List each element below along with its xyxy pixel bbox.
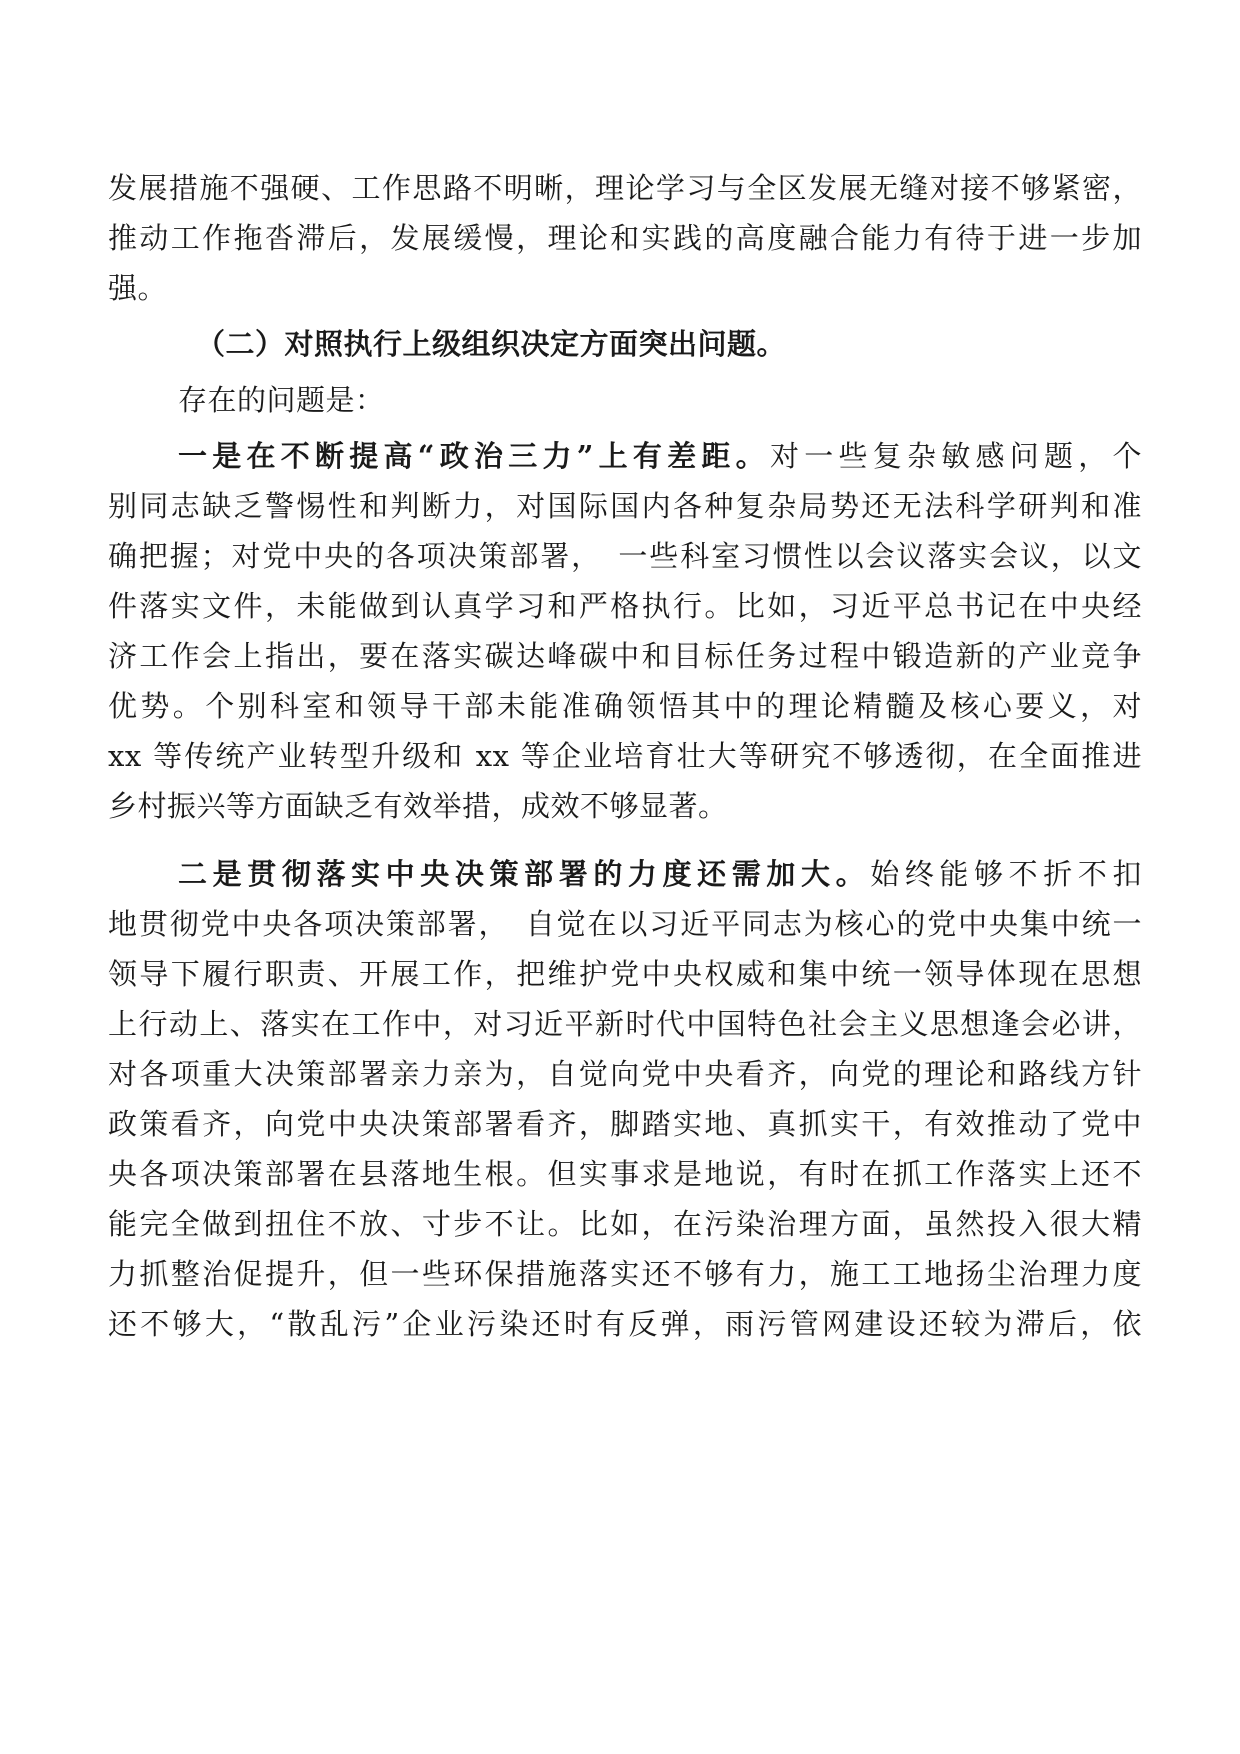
point-two-first-line [108, 849, 1142, 899]
body-text-line: 力抓整治促提升，但一些环保措施落实还不够有力，施工工地扬尘治理力度 [108, 1257, 1142, 1291]
body-text-line: 发展措施不强硬、工作思路不明晰，理论学习与全区发展无缝对接不够紧密， [108, 171, 1142, 205]
body-text-line: xx 等传统产业转型升级和 xx 等企业培育壮大等研究不够透彻，在全面推进 [108, 739, 1142, 773]
body-text-line: 推动工作拖沓滞后，发展缓慢，理论和实践的高度融合能力有待于进一步加 [108, 221, 1142, 255]
point-two-first-line-rest: 始终能够不折不扣 [870, 857, 1142, 891]
body-text-line: 优势。个别科室和领导干部未能准确领悟其中的理论精髓及核心要义，对 [108, 689, 1142, 723]
body-text-line: 还不够大，“散乱污”企业污染还时有反弹，雨污管网建设还较为滞后，依 [108, 1307, 1142, 1341]
body-text-line: 领导下履行职责、开展工作，把维护党中央权威和集中统一领导体现在思想 [108, 957, 1142, 991]
body-text-line: 对各项重大决策部署亲力亲为，自觉向党中央看齐，向党的理论和路线方针 [108, 1057, 1142, 1091]
body-text-line: 确把握；对党中央的各项决策部署， 一些科室习惯性以会议落实会议，以文 [108, 539, 1142, 573]
body-text-line: 政策看齐，向党中央决策部署看齐，脚踏实地、真抓实干，有效推动了党中 [108, 1107, 1142, 1141]
document-body [108, 163, 1142, 1349]
point-one-first-line-rest: 对一些复杂敏感问题，个 [769, 439, 1142, 473]
body-text-line: 乡村振兴等方面缺乏有效举措，成效不够显著。 [108, 789, 728, 823]
body-text-line: 件落实文件，未能做到认真学习和严格执行。比如，习近平总书记在中央经 [108, 589, 1142, 623]
body-text-line: 济工作会上指出，要在落实碳达峰碳中和目标任务过程中锻造新的产业竞争 [108, 639, 1142, 673]
body-text-line: 地贯彻党中央各项决策部署， 自觉在以习近平同志为核心的党中央集中统一 [108, 907, 1142, 941]
body-text-line: 强。 [108, 271, 168, 305]
body-text-line: 能完全做到扭住不放、寸步不让。比如，在污染治理方面，虽然投入很大精 [108, 1207, 1142, 1241]
issues-intro: 存在的问题是： [178, 383, 385, 417]
body-text-line: 上行动上、落实在工作中，对习近平新时代中国特色社会主义思想逢会必讲， [108, 1007, 1142, 1041]
point-one-lead: 一是在不断提高“政治三力”上有差距。 [178, 439, 770, 473]
point-two-lead: 二是贯彻落实中央决策部署的力度还需加大。 [178, 857, 871, 891]
body-text-line: 别同志缺乏警惕性和判断力，对国际国内各种复杂局势还无法科学研判和准 [108, 489, 1142, 523]
point-one-first-line [108, 431, 1142, 481]
body-text-line: 央各项决策部署在县落地生根。但实事求是地说，有时在抓工作落实上还不 [108, 1157, 1142, 1191]
section-heading: （二）对照执行上级组织决定方面突出问题。 [196, 327, 787, 361]
